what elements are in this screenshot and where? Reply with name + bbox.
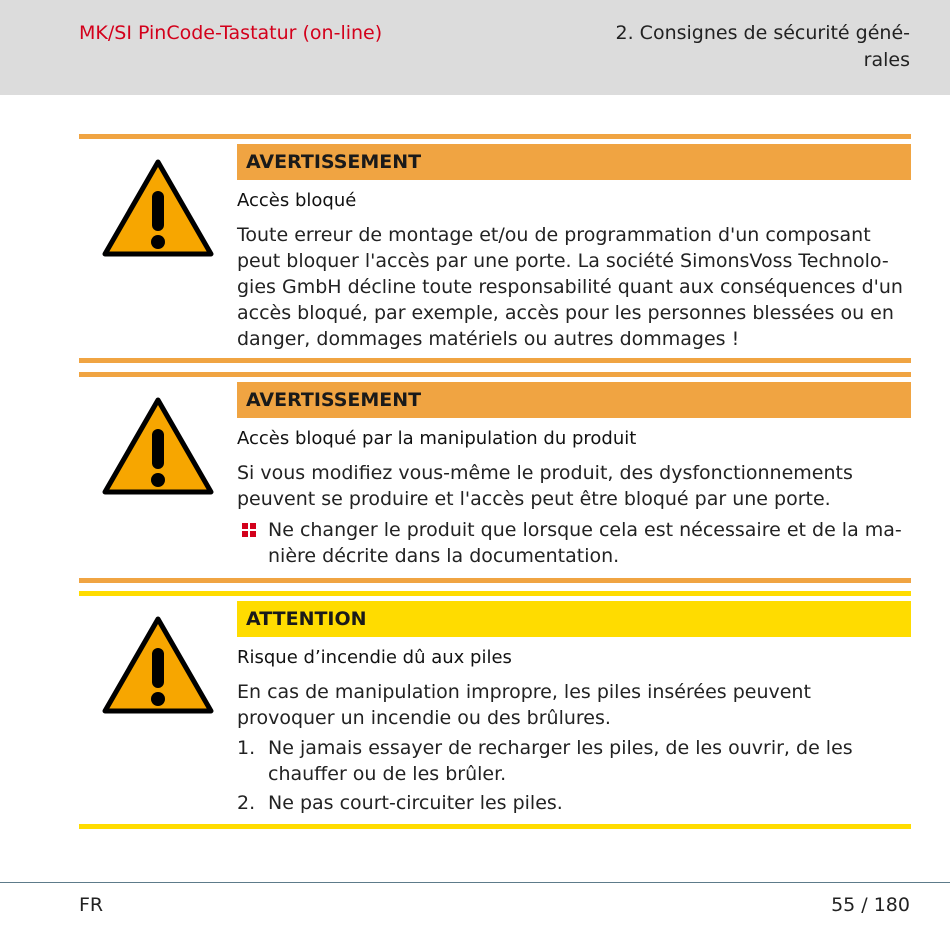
notice-bottom-rule [79, 358, 911, 363]
list-item-text: Ne changer le produit que lorsque cela est nécessaire et de la ma-nière décrite dans la documentation. [268, 519, 902, 567]
notice-title: Accès bloqué [237, 190, 357, 211]
notice-top-rule [79, 134, 911, 139]
language-code: FR [79, 894, 104, 916]
step-number: 2. [237, 792, 256, 814]
warning-triangle-icon [101, 158, 215, 258]
instruction-steps [237, 735, 911, 819]
list-item [237, 790, 911, 816]
document-title: MK/SI PinCode-Tastatur (on-line) [79, 22, 383, 44]
notice-title: Risque d’incendie dû aux piles [237, 647, 512, 668]
notice-label: AVERTISSEMENT [237, 144, 911, 180]
warning-triangle-icon [101, 396, 215, 496]
instruction-list [237, 517, 911, 572]
page-header [0, 0, 950, 95]
page-number: 55 / 180 [831, 894, 910, 916]
warning-triangle-icon [101, 615, 215, 715]
list-item-text: Ne jamais essayer de recharger les piles, de les ouvrir, de les chauffer ou de les brûler. [268, 737, 853, 785]
notice-label: AVERTISSEMENT [237, 382, 911, 418]
warning-notice-product-manipulation [79, 372, 911, 588]
notice-body: Si vous modifiez vous-même le produit, des dysfonctionnements peuvent se produire et l'accès peut être bloqué par une porte. [237, 462, 853, 510]
bullet-squares-icon [242, 523, 256, 537]
attention-notice-battery-fire [79, 591, 911, 831]
step-number: 1. [237, 737, 256, 759]
notice-label: ATTENTION [237, 601, 911, 637]
notice-top-rule [79, 591, 911, 596]
list-item [237, 735, 911, 787]
list-item [237, 517, 911, 569]
notice-bottom-rule [79, 578, 911, 583]
chapter-title: 2. Consignes de sécurité géné-rales [615, 22, 910, 71]
list-item-text: Ne pas court-circuiter les piles. [268, 792, 563, 814]
notice-top-rule [79, 372, 911, 377]
notice-title: Accès bloqué par la manipulation du produit [237, 428, 637, 449]
notice-body: En cas de manipulation impropre, les piles insérées peuvent provoquer un incendie ou des brûlures. [237, 681, 811, 729]
notice-bottom-rule [79, 824, 911, 829]
footer-divider [0, 882, 950, 883]
notice-body: Toute erreur de montage et/ou de programmation d'un composant peut bloquer l'accès par une porte. La société SimonsVoss Technolo-gies GmbH décline toute responsabilité quant aux conséquences d'un accès bloqué, par exemple, accès pour les personnes blessées ou en danger, dommages matériels ou autres dommages ! [237, 224, 903, 350]
warning-notice-blocked-access [79, 134, 911, 366]
